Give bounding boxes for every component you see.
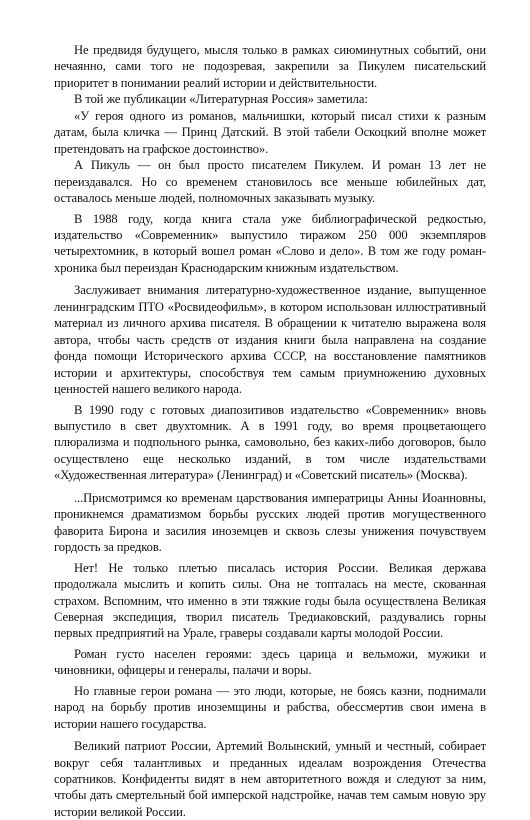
- paragraph: В 1990 году с готовых диапозитивов издательство «Современник» вновь выпустило в свет двухтомник. А в 1991 году, во время процветающего плюрализма и подпольного рынка, самовольно, без каких-либо договоров, было осуществлено еще несколько изданий, в том числе издательствами «Художественная литература» (Ленинград) и «Советский писатель» (Москва).: [54, 402, 486, 483]
- paragraph: «У героя одного из романов, мальчишки, который писал стихи к разным датам, была кличка — Принц Датский. В этой табели Оскоцкий вполне может претендовать на графское достоинство».: [54, 108, 486, 156]
- paragraph: ...Присмотримся ко временам царствования императрицы Анны Иоанновны, проникнемся драматизмом борьбы русских людей против могущественного фаворита Бирона и засилия иноземцев и сквозь слезы унижения почувствуем гордость за предков.: [54, 490, 486, 555]
- paragraph: В 1988 году, когда книга стала уже библиографической редкостью, издательство «Современник» выпустило тиражом 250 000 экземпляров четырехтомник, в который вошел роман «Слово и дело». В том же году роман-хроника был переиздан Краснодарским книжным издательством.: [54, 211, 486, 275]
- page-text: [54, 42, 486, 820]
- paragraph: Роман густо населен героями: здесь царица и вельможи, мужики и чиновники, офицеры и генералы, палачи и воры.: [54, 646, 486, 678]
- paragraph: В той же публикации «Литературная Россия» заметила:: [74, 92, 368, 107]
- paragraph: Нет! Не только плетью писалась история России. Великая держава продолжала мыслить и копить силы. Она не топталась на месте, скованная страхом. Вспомним, что именно в эти тяжкие годы была осуществлена Великая Северная экспедиция, творил писатель Тредиаковский, раздувались горны первых предприятий на Урале, граверы создавали карты молодой России.: [54, 560, 486, 641]
- paragraph: А Пикуль — он был просто писателем Пикулем. И роман 13 лет не переиздавался. Но со временем становилось все меньше юбилейных дат, оставалось меньше людей, полномочных заказывать музыку.: [54, 158, 486, 206]
- paragraph: Но главные герои романа — это люди, которые, не боясь казни, поднимали народ на борьбу против иноземщины и рабства, обессмертив свои имена в истории нашего государства.: [54, 683, 486, 731]
- paragraph: Великий патриот России, Артемий Волынский, умный и честный, собирает вокруг себя талантливых и преданных идеалам возрождения Отечества соратников. Конфиденты видят в нем авторитетного вождя и следуют за ним, чтобы дать смертельный бой имперской надстройке, начав тем самым новую эру истории великой России.: [54, 739, 486, 819]
- paragraph: Не предвидя будущего, мысля только в рамках сиюминутных событий, они нечаянно, сами того не подозревая, закрепили за Пикулем писательский приоритет в понимании реалий истории и действительности.: [54, 43, 486, 90]
- paragraph: Заслуживает внимания литературно-художественное издание, выпущенное ленинградским ПТО «Росвидеофильм», в котором использован иллюстративный материал из личного архива писателя. В обращении к читателю выражена воля автора, чтобы часть средств от издания книги была направлена на создание фонда помощи Исторического архива СССР, на восстановление памятников истории и архитектуры, способствуя тем самым приумножению духовных ценностей нашего великого народа.: [54, 283, 486, 397]
